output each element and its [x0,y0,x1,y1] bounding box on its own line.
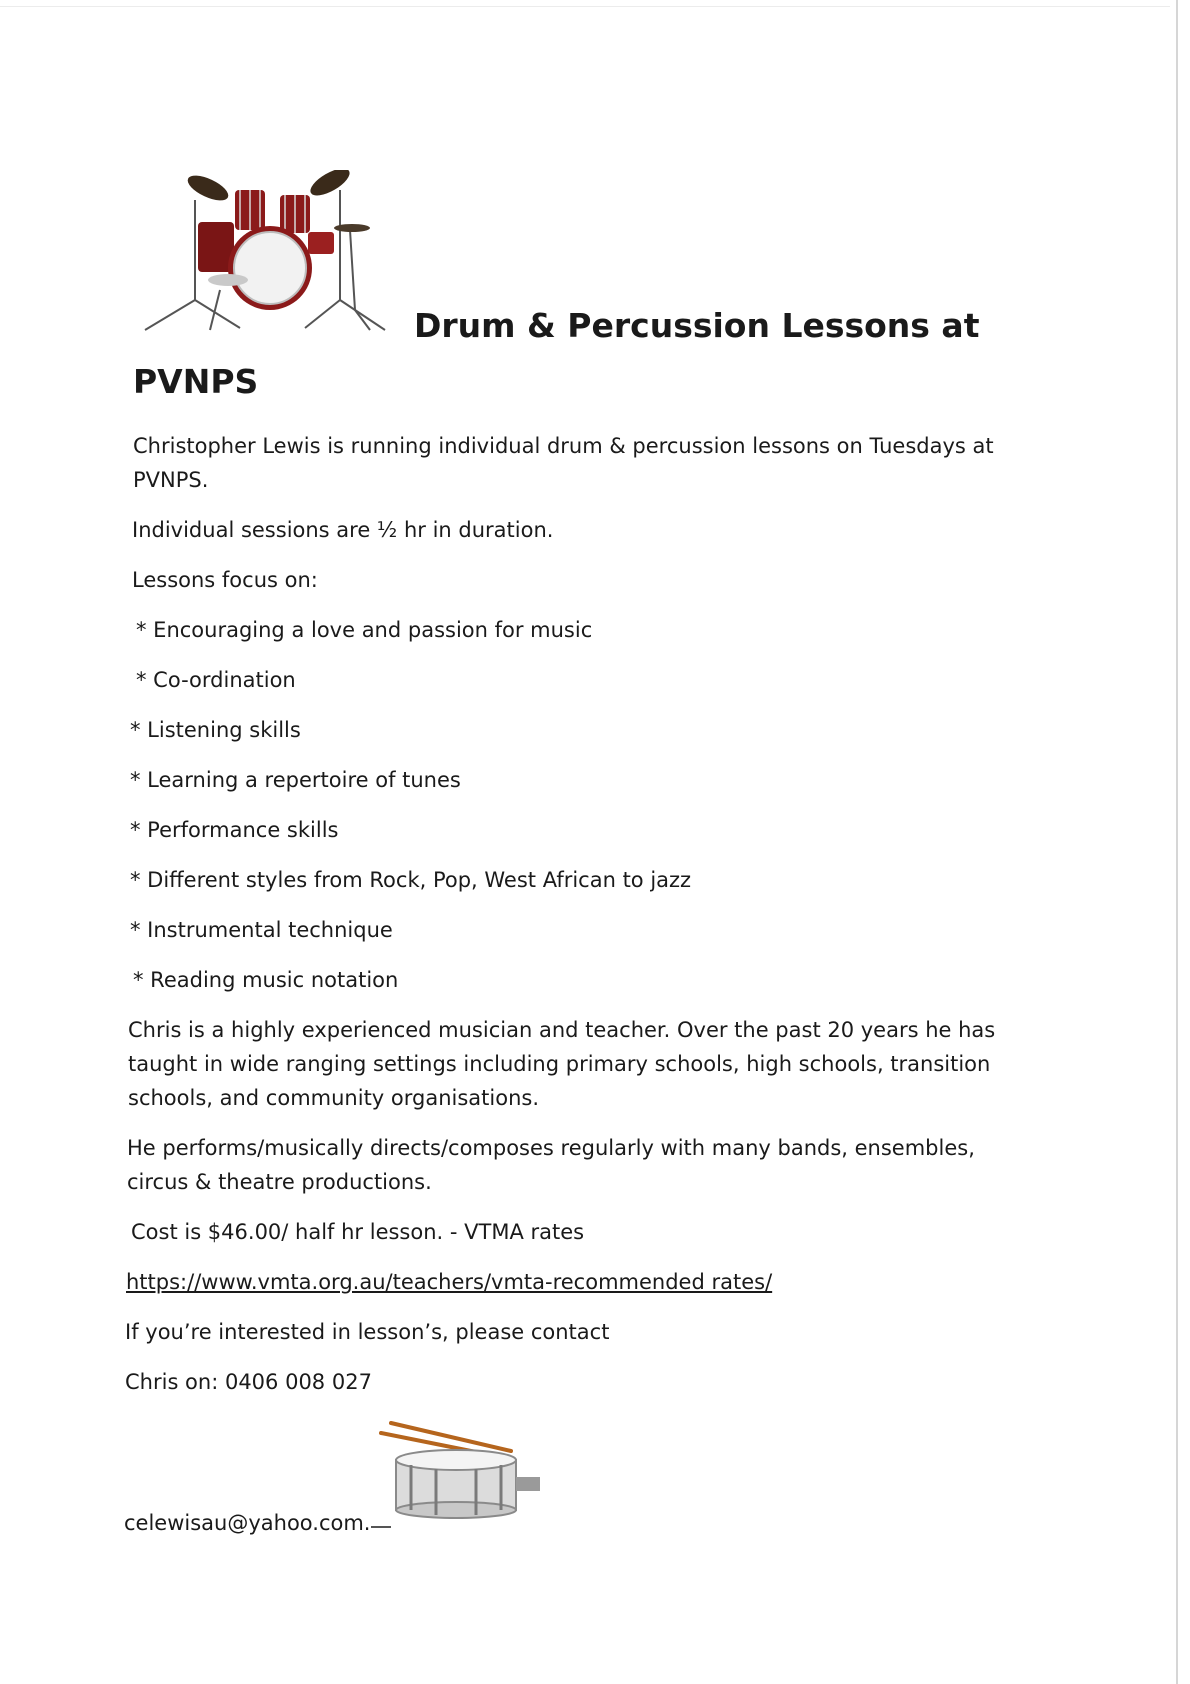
bio-line-1: Chris is a highly experienced musician and teacher. Over the past 20 years he has [128,1018,996,1042]
focus-item: * Learning a repertoire of tunes [130,768,461,792]
page-right-edge [1176,0,1178,1684]
bio-line-2: taught in wide ranging settings including primary schools, high schools, transition [128,1052,991,1076]
focus-item: * Performance skills [130,818,339,842]
focus-item: * Different styles from Rock, Pop, West African to jazz [130,868,692,892]
intro-line-2: PVNPS. [133,468,209,492]
focus-item: * Listening skills [130,718,301,742]
intro-line-1: Christopher Lewis is running individual drum & percussion lessons on Tuesdays at [133,434,994,458]
underline-dash [371,1526,391,1528]
page-title-continued: PVNPS [133,362,259,401]
email-link[interactable]: celewisau@yahoo.com. [124,1511,371,1535]
performs-line-1: He performs/musically directs/composes regularly with many bands, ensembles, [127,1136,975,1160]
focus-item: * Encouraging a love and passion for music [136,618,593,642]
phone-text: Chris on: 0406 008 027 [125,1370,372,1394]
focus-heading: Lessons focus on: [132,568,318,592]
page-top-edge [0,6,1170,7]
focus-item: * Co-ordination [136,668,296,692]
rates-link[interactable]: https://www.vmta.org.au/teachers/vmta-recommended rates/ [126,1270,773,1294]
contact-text: If you’re interested in lesson’s, please contact [125,1320,610,1344]
drum-kit-icon [140,170,405,335]
focus-item: * Reading music notation [133,968,399,992]
bio-line-3: schools, and community organisations. [128,1086,540,1110]
page-title: Drum & Percussion Lessons at [414,306,980,345]
focus-item: * Instrumental technique [130,918,393,942]
cost-text: Cost is $46.00/ half hr lesson. - VTMA rates [131,1220,585,1244]
duration-text: Individual sessions are ½ hr in duration. [132,518,554,542]
performs-line-2: circus & theatre productions. [127,1170,432,1194]
snare-drum-icon [376,1415,546,1525]
